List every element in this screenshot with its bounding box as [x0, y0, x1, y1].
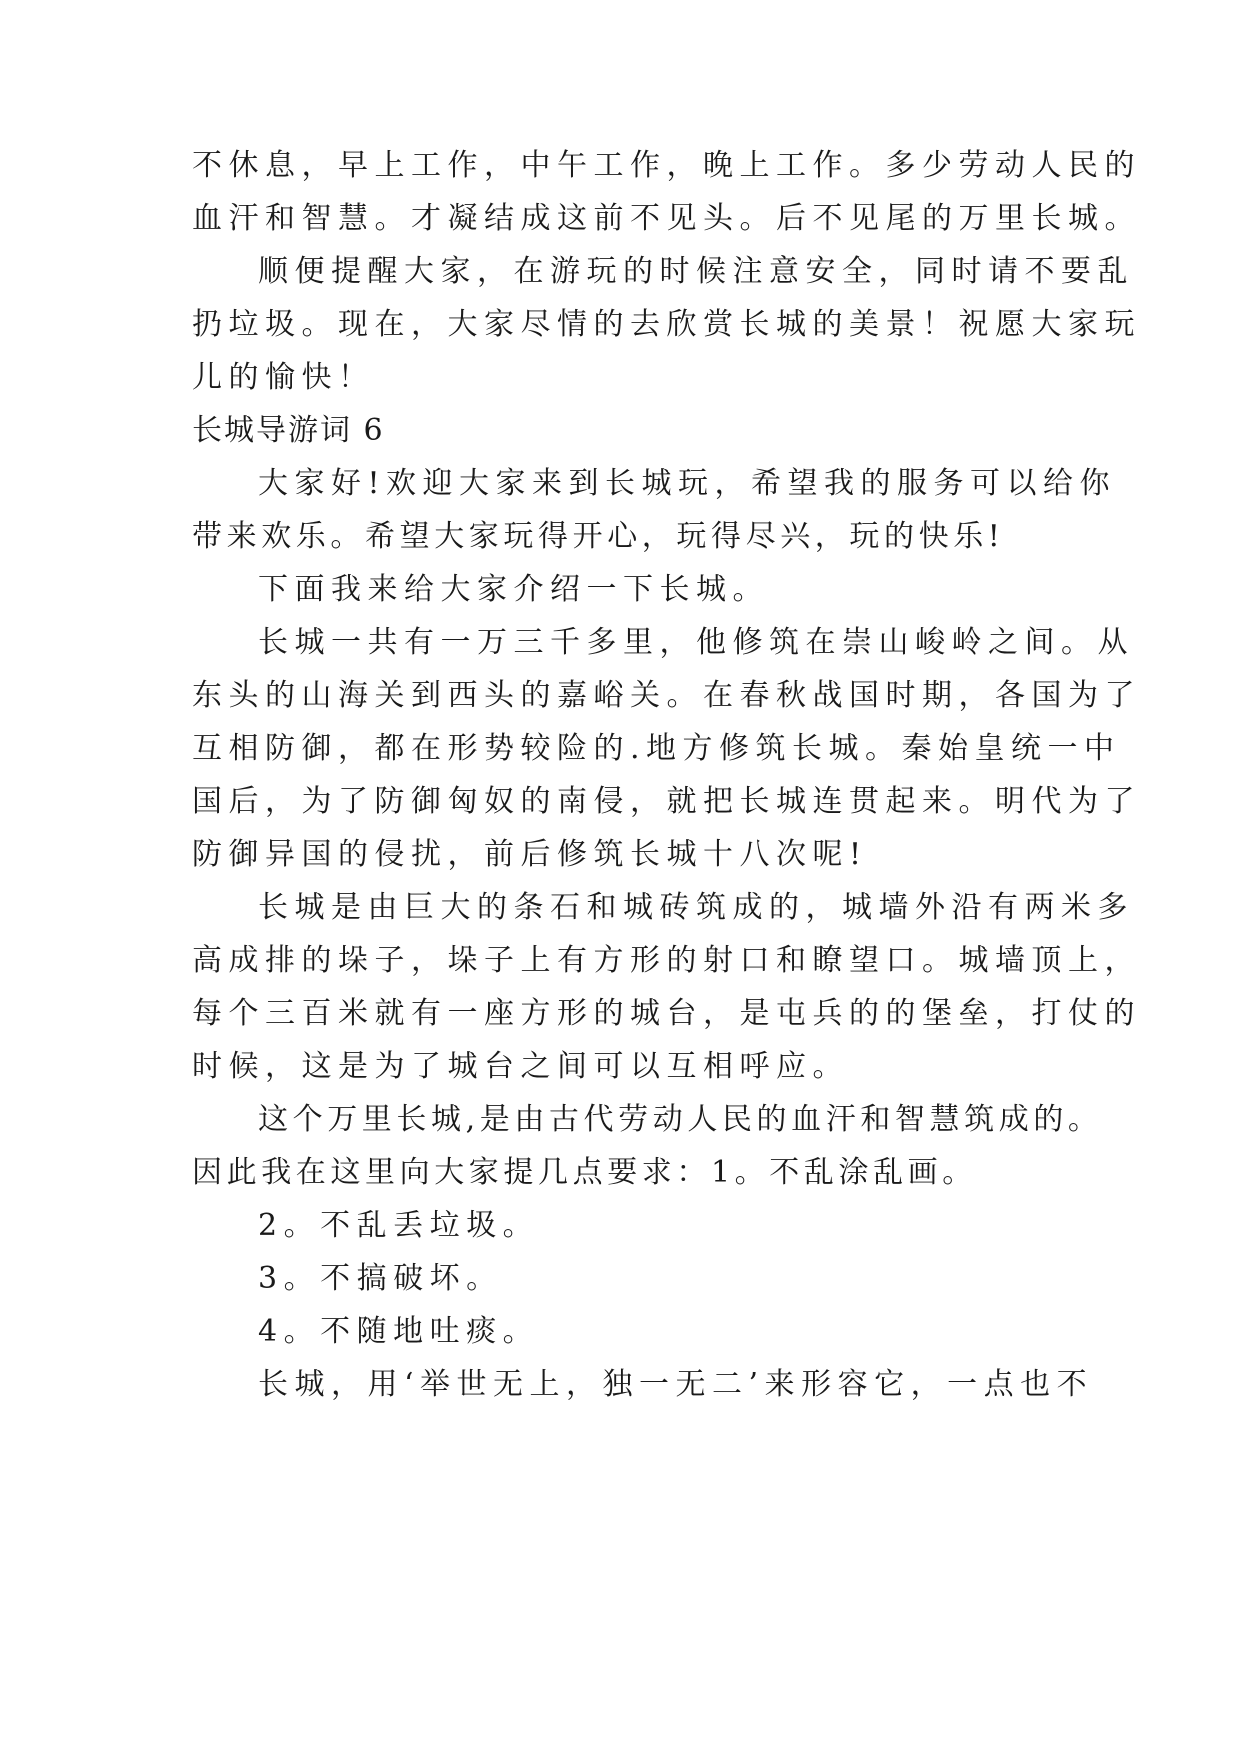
- text-line: 因此我在这里向大家提几点要求：1。不乱涂乱画。: [192, 1155, 977, 1190]
- paragraph-first-line: 顺便提醒大家，在游玩的时候注意安全，同时请不要乱: [258, 254, 1134, 289]
- paragraph-first-line: 大家好!欢迎大家来到长城玩，希望我的服务可以给你: [258, 466, 1117, 501]
- paragraph-first-line: 长城是由巨大的条石和城砖筑成的，城墙外沿有两米多: [258, 890, 1134, 925]
- list-item: 3。不搞破坏。: [258, 1261, 503, 1296]
- paragraph-first-line: 这个万里长城,是由古代劳动人民的血汗和智慧筑成的。: [258, 1102, 1103, 1137]
- text-line: 高成排的垛子，垛子上有方形的射口和瞭望口。城墙顶上，: [192, 943, 1141, 978]
- text-line: 东头的山海关到西头的嘉峪关。在春秋战国时期，各国为了: [192, 678, 1141, 713]
- text-line: 儿的愉快！: [192, 360, 375, 395]
- list-item: 4。不随地吐痰。: [258, 1314, 540, 1349]
- text-line: 国后，为了防御匈奴的南侵，就把长城连贯起来。明代为了: [192, 784, 1141, 819]
- text-line: 血汗和智慧。才凝结成这前不见头。后不见尾的万里长城。: [192, 201, 1141, 236]
- text-line: 不休息，早上工作，中午工作，晚上工作。多少劳动人民的: [192, 148, 1141, 183]
- list-item: 2。不乱丢垃圾。: [258, 1208, 540, 1243]
- text-line: 防御异国的侵扰，前后修筑长城十八次呢!: [192, 837, 868, 872]
- text-line: 扔垃圾。现在，大家尽情的去欣赏长城的美景！祝愿大家玩: [192, 307, 1141, 342]
- text-line: 时候，这是为了城台之间可以互相呼应。: [192, 1049, 849, 1084]
- text-line: 每个三百米就有一座方形的城台，是屯兵的的堡垒，打仗的: [192, 996, 1141, 1031]
- section-heading: 长城导游词 6: [192, 413, 385, 448]
- text-line: 互相防御，都在形势较险的.地方修筑长城。秦始皇统一中: [192, 731, 1121, 766]
- paragraph-first-line: 长城，用‘举世无上，独一无二’来形容它，一点也不: [258, 1367, 1094, 1402]
- text-line: 带来欢乐。希望大家玩得开心，玩得尽兴，玩的快乐!: [192, 519, 1005, 554]
- paragraph-first-line: 长城一共有一万三千多里，他修筑在崇山峻岭之间。从: [258, 625, 1134, 660]
- paragraph-first-line: 下面我来给大家介绍一下长城。: [258, 572, 769, 607]
